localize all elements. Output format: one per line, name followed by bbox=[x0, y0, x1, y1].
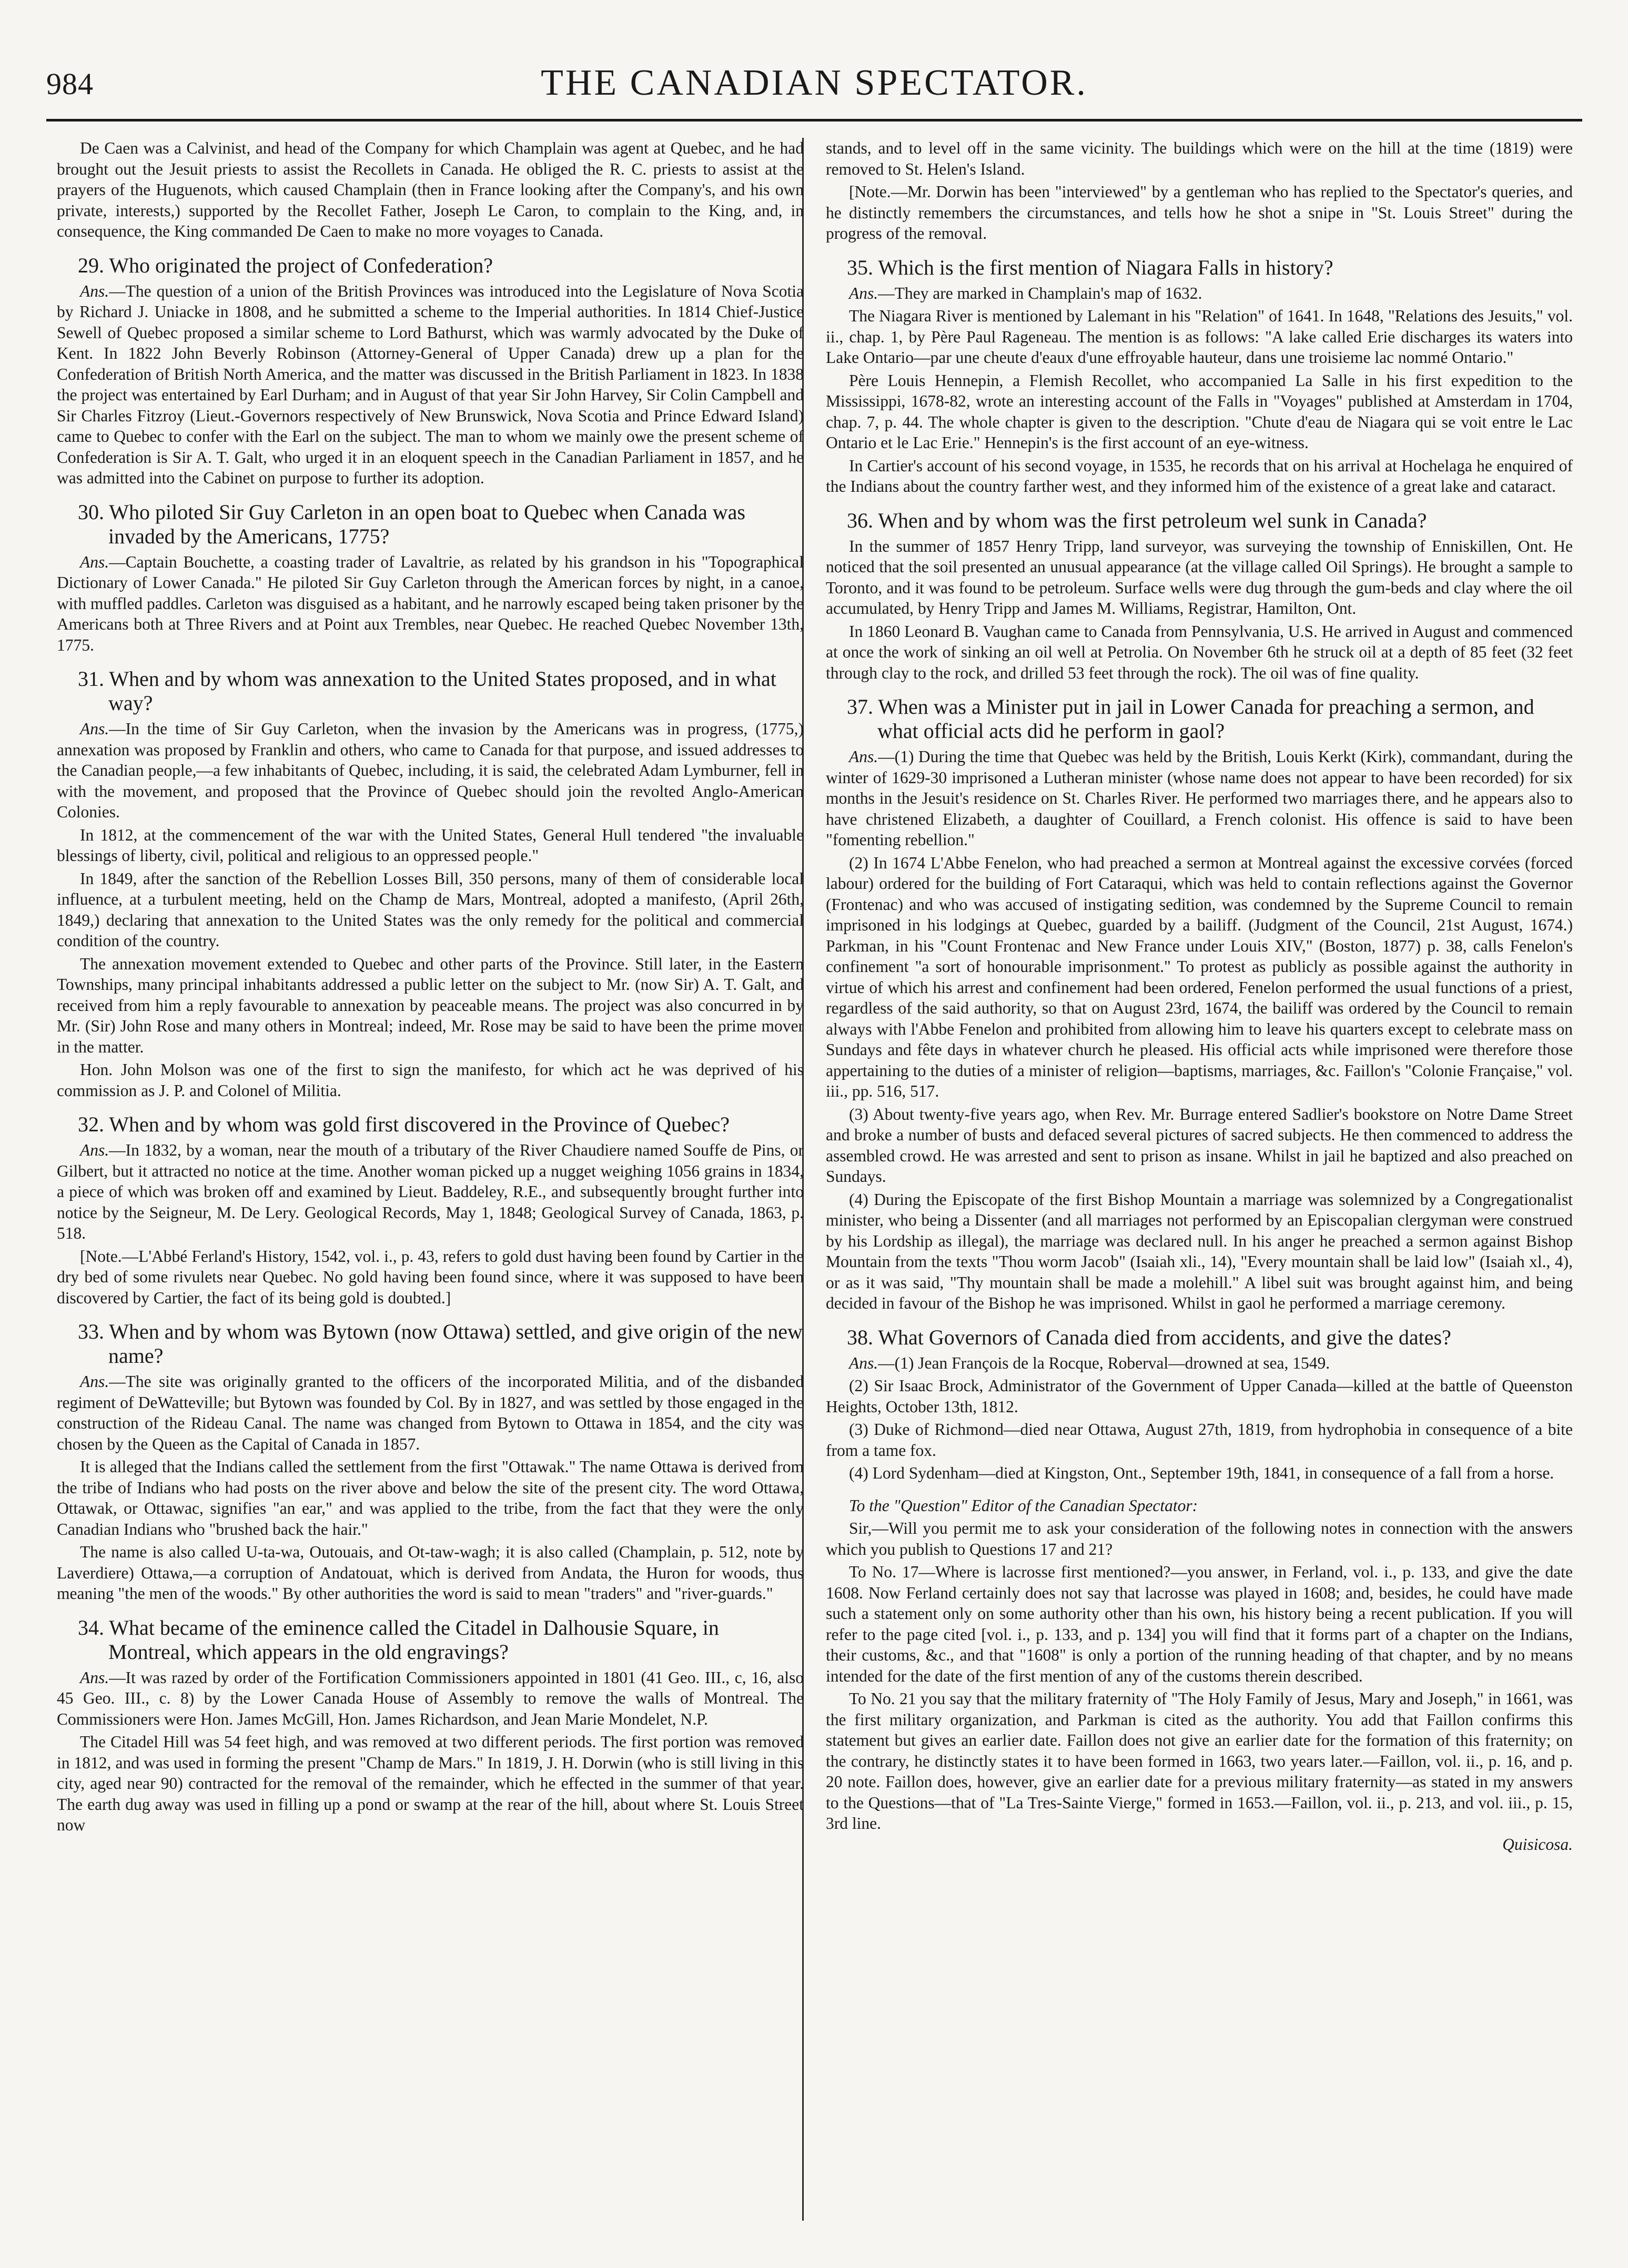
answer-paragraph: (3) Duke of Richmond—died near Ottawa, August 27th, 1819, from hydrophobia in consequence of a bite from a tame fox. bbox=[826, 1420, 1573, 1460]
question-text: When and by whom was Bytown (now Ottawa) settled, and give origin of the new name? bbox=[108, 1320, 803, 1368]
page-header bbox=[46, 62, 1582, 122]
answer-paragraph bbox=[57, 281, 804, 489]
answer-paragraph: In the summer of 1857 Henry Tripp, land surveyor, was surveying the township of Enniskillen, Ont. He noticed that the soil presented an unusual appearance (at the village called Oil Springs). He brought a sample to Toronto, and it was found to be petroleum. Surface wells were dug through the gum-beds and clay where the oil accumulated, by Henry Tripp and James M. Williams, Registrar, Hamilton, Ont. bbox=[826, 536, 1573, 617]
question-heading bbox=[826, 509, 1573, 533]
question-text: When and by whom was gold first discovered in the Province of Quebec? bbox=[109, 1112, 730, 1136]
answer-text: —Captain Bouchette, a coasting trader of Lavaltrie, as related by his grandson in his "Topographical Dictionary of Lower Canada." He piloted Sir Guy Carleton through the American forces by night, in a canoe, with muffled paddles. Carleton was disguised as a habitant, and he narrowly escaped being taken prisoner by the Americans both at Three Rivers and at Point aux Trembles, near Quebec. He reached Quebec November 13th, 1775. bbox=[57, 552, 804, 654]
answer-text: —(1) During the time that Quebec was held by the British, Louis Kerkt (Kirk), commandant, during the winter of 1629-30 imprisoned a Lutheran minister (whose name does not appear to have been recorded) for six months in the Jesuit's residence on St. Charles River. He performed two marriages there, and he appears also to have christened Elizabeth, a daughter of Couillard, a French colonist. His offence is said to have been "fomenting rebellion." bbox=[826, 747, 1573, 849]
answer-paragraph bbox=[57, 718, 804, 823]
question-heading bbox=[57, 1112, 804, 1137]
question-33 bbox=[57, 1320, 804, 1604]
question-37 bbox=[826, 695, 1573, 1314]
question-heading bbox=[826, 1325, 1573, 1350]
answer-paragraph: (4) During the Episcopate of the first Bishop Mountain a marriage was solemnized by a Congregationalist minister, who being a Dissenter (and all marriages not performed by an Episcopalian clergyman were construed by his Lordship as illegal), the marriage was declared null. In his anger he preached a sermon against Bishop Mountain from the texts "Thou worm Jacob" (Isaiah xli., 14), "Every mountain shall be laid low" (Isaiah xl., 4), or as it was said, "Thy mountain shall be made a molehill." A libel suit was brought against him, and being decided in favour of the Bishop he was imprisoned. Whilst in gaol he performed a marriage ceremony. bbox=[826, 1190, 1573, 1312]
question-number: 38. bbox=[847, 1325, 873, 1349]
answer-paragraph bbox=[826, 1353, 1573, 1374]
question-text: What became of the eminence called the Citadel in Dalhousie Square, in Montreal, which appears in the old engravings? bbox=[108, 1615, 719, 1664]
answer-paragraph bbox=[57, 1140, 804, 1244]
answer-paragraph: The annexation movement extended to Quebec and other parts of the Province. Still later, in the Eastern Townships, many principal inhabitants addressed a public letter on the subject to Mr. (now Sir) A. T. Galt, and received from him a reply favourable to annexation by peaceable means. The project was also concurred in by Mr. (Sir) John Rose and many others in Montreal; indeed, Mr. Rose may be said to have been the prime mover in the matter. bbox=[57, 954, 804, 1056]
question-35 bbox=[826, 256, 1573, 497]
answer-paragraph: (3) About twenty-five years ago, when Rev. Mr. Burrage entered Sadlier's bookstore on Notre Dame Street and broke a number of busts and defaced several pictures of sacred subjects. He then commenced to address the assembled crowd. He was arrested and sent to prison as insane. Whilst in jail he baptized and also preached on Sundays. bbox=[826, 1105, 1573, 1186]
question-text: When and by whom was annexation to the United States proposed, and in what way? bbox=[108, 667, 776, 715]
answer-text: —They are marked in Champlain's map of 1632. bbox=[878, 284, 1202, 302]
answer-paragraph: Père Louis Hennepin, a Flemish Recollet, who accompanied La Salle in his first expedition to the Mississippi, 1678-82, wrote an interesting account of the Falls in "Voyages" published at Amsterdam in 1704, chap. 7, p. 44. The whole chapter is given to the description. "Chute d'eau de Niagara qui se voit entre le Lac Ontario et le Lac Erie." Hennepin's is the first account of an eye-witness. bbox=[826, 371, 1573, 452]
question-text: When and by whom was the first petroleum wel sunk in Canada? bbox=[878, 508, 1427, 532]
question-text: Which is the first mention of Niagara Falls in history? bbox=[878, 255, 1333, 279]
question-36 bbox=[826, 509, 1573, 684]
question-number: 37. bbox=[847, 695, 873, 718]
answer-paragraph: Hon. John Molson was one of the first to sign the manifesto, for which act he was deprived of his commission as J. P. and Colonel of Militia. bbox=[57, 1060, 804, 1100]
answer-paragraph bbox=[826, 283, 1573, 304]
answer-paragraph bbox=[826, 746, 1573, 850]
question-number: 31. bbox=[78, 667, 104, 691]
answer-text: —In 1832, by a woman, near the mouth of a tributary of the River Chaudiere named Souffe de Pins, or Gilbert, but it attracted no notice at the time. Another woman picked up a nugget weighing 1056 grains in 1834, a piece of which was broken off and examined by Lieut. Baddeley, R.E., and subsequently brought further into notice by the Seigneur, M. De Lery. Geological Records, May 1, 1848; Geological Survey of Canada, 1863, p. 518. bbox=[57, 1141, 804, 1242]
answer-paragraph: (2) In 1674 L'Abbe Fenelon, who had preached a sermon at Montreal against the excessive corvées (forced labour) ordered for the building of Fort Cataraqui, which was held to contain reflections against the Governor (Frontenac) and who was accused of instigating sedition, was condemned by the Supreme Council to remain imprisoned in his lodgings at Quebec, guarded by a bailiff. (Judgment of the Council, 21st August, 1674.) Parkman, in his "Count Frontenac and New France under Louis XIV," (Boston, 1877) p. 38, calls Fenelon's confinement "a sort of honourable imprisonment." To protest as publicly as possible against the authority in virtue of which his arrest and confinement had been ordered, Fenelon performed the usual functions of a priest, regardless of the said authority, so that on August 23rd, 1674, the bailiff was ordered by the Council to remain always with l'Abbe Fenelon and prohibited from allowing him to leave his quarters except to celebrate mass on Sundays and fête days in whatever church he pleased. His official acts while imprisoned were therefore those appertaining to the duties of a minister of religion—baptisms, marriages, &c. Faillon's "Colonie Française," vol. iii., pp. 516, 517. bbox=[826, 853, 1573, 1100]
question-text: Who originated the project of Confederation? bbox=[109, 253, 493, 277]
answer-label: Ans. bbox=[80, 281, 109, 300]
answer-text: —It was razed by order of the Fortification Commissioners appointed in 1801 (41 Geo. III., c, 16, also 45 Geo. III., c. 8) by the Lower Canada House of Assembly to remove the walls of Montreal. The Commissioners were Hon. James McGill, Hon. James Richardson, and Jean Marie Mondelet, N.P. bbox=[57, 1668, 804, 1728]
question-number: 36. bbox=[847, 508, 873, 532]
answer-paragraph bbox=[57, 1371, 804, 1454]
question-heading bbox=[826, 695, 1573, 743]
answer-label: Ans. bbox=[849, 747, 878, 766]
answer-label: Ans. bbox=[80, 1141, 109, 1159]
letter-to-editor bbox=[826, 1495, 1573, 1855]
letter-paragraph: To No. 21 you say that the military fraternity of "The Holy Family of Jesus, Mary and Joseph," in 1661, was the first military organization, and Parkman is cited as the authority. You add that Faillon confirms this statement but gives an earlier date. Faillon does not give an earlier date for the formation of this fraternity; on the contrary, he distinctly states it to have been formed in 1663, two years later.—Faillon, vol. ii., p. 16, and p. 20 note. Faillon does, however, give an earlier date for a previous military fraternity—as stated in my answers to the Questions—that of "La Tres-Sainte Vierge," formed in 1653.—Faillon, vol. ii., p. 213, and vol. iii., p. 15, 3rd line. bbox=[826, 1689, 1573, 1832]
right-column bbox=[826, 138, 1573, 2221]
question-text: Who piloted Sir Guy Carleton in an open boat to Quebec when Canada was invaded by the Americans, 1775? bbox=[108, 500, 745, 548]
question-32 bbox=[57, 1112, 804, 1308]
answer-paragraph: It is alleged that the Indians called the settlement from the first "Ottawak." The name Ottawa is derived from the tribe of Indians who had posts on the river above and below the site of the present city. The word Ottawa, Ottawak, or Ottawac, signifies "an ear," and was applied to the tribe, from the fact that they were the only Canadian Indians who "brushed back the hair." bbox=[57, 1457, 804, 1538]
question-29 bbox=[57, 254, 804, 489]
answer-paragraph: The Citadel Hill was 54 feet high, and was removed at two different periods. The first portion was removed in 1812, and was used in forming the present "Champ de Mars." In 1819, J. H. Dorwin (who is still living in this city, aged near 90) contracted for the removal of the remainder, which he effected in the summer of that year. The earth dug away was used in filling up a pond or swamp at the rear of the hill, about where St. Louis Street now bbox=[57, 1733, 804, 1834]
question-number: 33. bbox=[78, 1320, 104, 1343]
letter-heading: To the "Question" Editor of the Canadian Spectator: bbox=[849, 1496, 1198, 1515]
question-heading bbox=[57, 1320, 804, 1368]
answer-paragraph: In 1849, after the sanction of the Rebellion Losses Bill, 350 persons, many of them of considerable local influence, at a turbulent meeting, held on the Champ de Mars, Montreal, adopted a manifesto, (April 26th, 1849,) declaring that annexation to the United States was the only remedy for the political and commercial condition of the country. bbox=[57, 869, 804, 950]
masthead-title: THE CANADIAN SPECTATOR. bbox=[541, 63, 1088, 103]
question-34 bbox=[57, 1616, 804, 1836]
answer-paragraph: In 1860 Leonard B. Vaughan came to Canada from Pennsylvania, U.S. He arrived in August and commenced at once the work of sinking an oil well at Petrolia. On November 6th he struck oil at a depth of 85 feet (32 feet through clay to the rock, and drilled 53 feet through the rock). The oil was of fine quality. bbox=[826, 622, 1573, 682]
question-number: 35. bbox=[847, 255, 873, 279]
letter-paragraph: Sir,—Will you permit me to ask your consideration of the following notes in connection with the answers which you publish to Questions 17 and 21? bbox=[826, 1519, 1573, 1558]
question-number: 29. bbox=[78, 253, 104, 277]
question-number: 30. bbox=[78, 500, 104, 524]
question-31 bbox=[57, 667, 804, 1101]
question-number: 32. bbox=[78, 1112, 104, 1136]
answer-label: Ans. bbox=[80, 552, 109, 571]
answer-text: —(1) Jean François de la Rocque, Roberval—drowned at sea, 1549. bbox=[878, 1353, 1330, 1372]
question-heading bbox=[57, 254, 804, 278]
question-38 bbox=[826, 1325, 1573, 1484]
intro-paragraph: De Caen was a Calvinist, and head of the Company for which Champlain was agent at Quebec, and he had brought out the Jesuit priests to assist the Recollets in Canada. He obliged the R. C. priests to assist at the prayers of the Huguenots, which caused Champlain (then in France looking after the Company's, and his own private, interests,) supported by the Recollet Father, Joseph Le Caron, to complain to the King, and, in consequence, the King commanded De Caen to make no more voyages to Canada. bbox=[57, 139, 804, 240]
answer-paragraph bbox=[57, 1667, 804, 1730]
question-text: When was a Minister put in jail in Lower Canada for preaching a sermon, and what official acts did he perform in gaol? bbox=[877, 695, 1534, 743]
answer-label: Ans. bbox=[849, 1353, 878, 1372]
answer-paragraph: The name is also called U-ta-wa, Outouais, and Ot-taw-wagh; it is also called (Champlain, p. 512, note by Laverdiere) Ottawa,—a corruption of Andatouat, which is derived from Andata, the Huron for woods, thus meaning "the men of the woods." By other authorities the word is said to mean "traders" and "river-guards." bbox=[57, 1543, 804, 1603]
answer-text: —In the time of Sir Guy Carleton, when the invasion by the Americans was in progress, (1775,) annexation was proposed by Franklin and others, who came to Canada for that purpose, and issued addresses to the Canadian people,—a few inhabitants of Quebec, including, it is said, the celebrated Adam Lymburner, fell in with the movement, and proposed that the Province of Quebec should join the revolted Anglo-American Colonies. bbox=[57, 720, 804, 821]
answer-paragraph: (4) Lord Sydenham—died at Kingston, Ont., September 19th, 1841, in consequence of a fall from a horse. bbox=[849, 1464, 1554, 1482]
left-column bbox=[57, 138, 804, 2221]
answer-label: Ans. bbox=[80, 1372, 109, 1391]
letter-signature: Quisicosa. bbox=[1502, 1835, 1573, 1854]
continued-paragraph: stands, and to level off in the same vicinity. The buildings which were on the hill at the time (1819) were removed to St. Helen's Island. bbox=[826, 139, 1573, 178]
answer-label: Ans. bbox=[80, 1668, 109, 1687]
editor-note: [Note.—Mr. Dorwin has been "interviewed" by a gentleman who has replied to the Spectator's queries, and he distinctly remembers the circumstances, and tells how he shot a snipe in "St. Louis Street" during the progress of the removal. bbox=[826, 183, 1573, 242]
question-heading bbox=[57, 667, 804, 715]
question-text: What Governors of Canada died from accidents, and give the dates? bbox=[878, 1325, 1451, 1349]
answer-label: Ans. bbox=[849, 284, 878, 302]
page-number: 984 bbox=[46, 67, 94, 101]
answer-text: —The site was originally granted to the officers of the incorporated Militia, and of the disbanded regiment of DeWatteville; but Bytown was founded by Col. By in 1827, and was settled by those engaged in the construction of the Rideau Canal. The name was changed from Bytown to Ottawa in 1854, and the city was chosen by the Queen as the Capital of Canada in 1857. bbox=[57, 1372, 804, 1453]
answer-paragraph bbox=[57, 552, 804, 656]
question-heading bbox=[57, 500, 804, 549]
answer-label: Ans. bbox=[80, 720, 109, 738]
question-number: 34. bbox=[78, 1615, 104, 1639]
question-30 bbox=[57, 500, 804, 656]
answer-paragraph: (2) Sir Isaac Brock, Administrator of the Government of Upper Canada—killed at the battle of Queenston Heights, October 13th, 1812. bbox=[826, 1376, 1573, 1416]
answer-text: —The question of a union of the British Provinces was introduced into the Legislature of Nova Scotia by Richard J. Uniacke in 1808, and he submitted a scheme to the Imperial authorities. In 1814 Chief-Justice Sewell of Quebec proposed a similar scheme to Lord Bathurst, which was warmly advocated by the Duke of Kent. In 1822 John Beverly Robinson (Attorney-General of Upper Canada) drew up a plan for the Confederation of British North America, and the matter was discussed in the British Parliament in 1823. In 1838 the project was entertained by Earl Durham; and in August of that year Sir John Harvey, Sir Colin Campbell and Sir Charles Fitzroy (Lieut.-Governors respectively of New Brunswick, Nova Scotia and Prince Edward Island) came to Quebec to confer with the Earl on the subject. The man to whom we mainly owe the present scheme of Confederation is Sir A. T. Galt, who urged it in an eloquent speech in the Canadian Parliament in 1857, and he was admitted into the Cabinet on purpose to further its adoption. bbox=[57, 281, 804, 487]
answer-paragraph: The Niagara River is mentioned by Lalemant in his "Relation" of 1641. In 1648, "Relations des Jesuits," vol. ii., chap. 1, by Père Paul Rageneau. The mention is as follows: "A lake called Erie discharges its waters into Lake Ontario—par une cheute d'eaux d'une effroyable hauteur, dans une troisieme lac nommé Ontario." bbox=[826, 307, 1573, 367]
answer-paragraph: In Cartier's account of his second voyage, in 1535, he records that on his arrival at Hochelaga he enquired of the Indians about the country farther west, and they informed him of the existence of a great lake and cataract. bbox=[826, 456, 1573, 495]
question-heading bbox=[826, 256, 1573, 280]
editor-note: [Note.—L'Abbé Ferland's History, 1542, vol. i., p. 43, refers to gold dust having been found by Cartier in the dry bed of some rivulets near Quebec. No gold having been found since, where it was supposed to have been discovered by Cartier, the fact of its being gold is doubted.] bbox=[57, 1247, 804, 1307]
question-heading bbox=[57, 1616, 804, 1664]
letter-paragraph: To No. 17—Where is lacrosse first mentioned?—you answer, in Ferland, vol. i., p. 133, and give the date 1608. Now Ferland certainly does not say that lacrosse was played in 1608; and, besides, he could have made such a statement only on some authority other than his own, his history being a recent publication. If you will refer to the page cited [vol. i., p. 133, and p. 134] you will find that it forms part of a chapter on the Indians, their customs, &c., and that "1608" is only a portion of the running heading of that chapter, and by no means intended for the date of the first mention of any of the customs therein described. bbox=[826, 1563, 1573, 1685]
answer-paragraph: In 1812, at the commencement of the war with the United States, General Hull tendered "the invaluable blessings of liberty, civil, political and religious to an oppressed people." bbox=[57, 825, 804, 865]
